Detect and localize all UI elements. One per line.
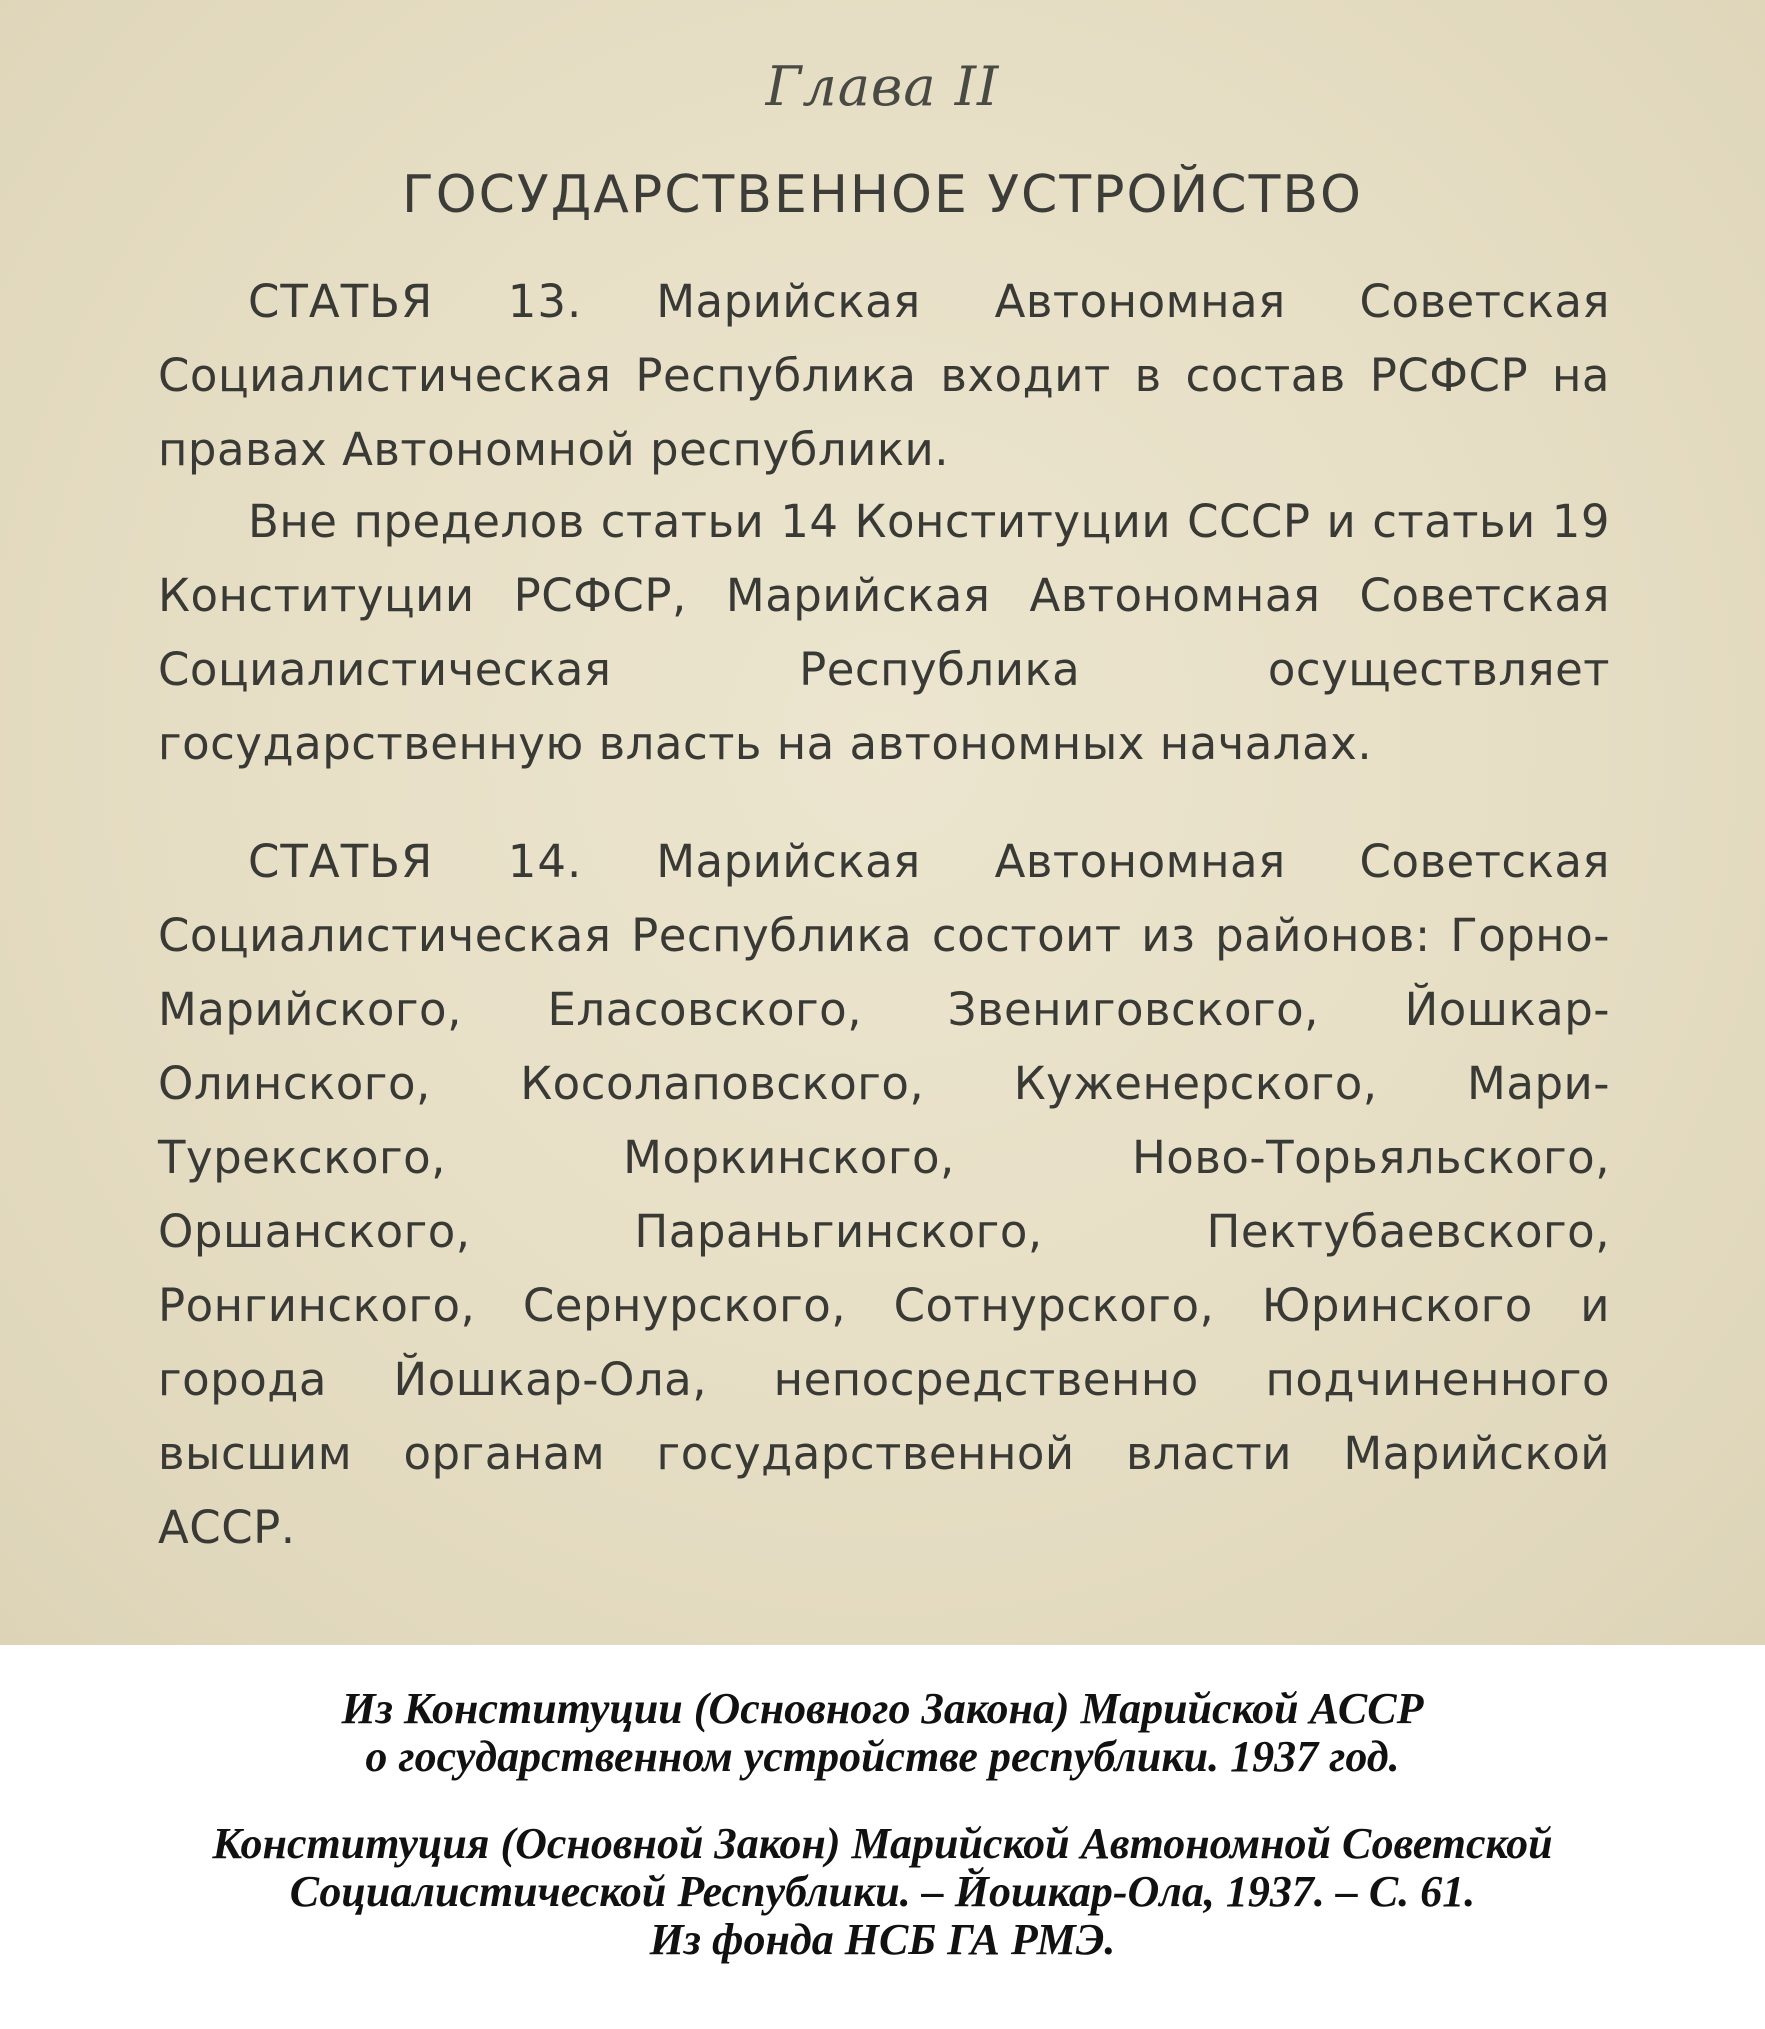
source-line-3: Из фонда НСБ ГА РМЭ. [649,1915,1116,1964]
article-13-paragraph-2: Вне пределов статьи 14 Конституции СССР и статьи 19 Конституции РСФСР, Марийская Автономная Советская Социалистическая Республика осуществляет государственную власть на автономных началах. [158,495,1610,770]
caption-source [0,1820,1765,1964]
section-heading: ГОСУДАРСТВЕННОЕ УСТРОЙСТВО [402,165,1363,225]
caption-title [0,1685,1765,1781]
chapter-title: Глава II [765,55,1000,118]
article-14-text: Марийская Автономная Советская Социалистическая Республика состоит из районов: Горно-Марийского, Еласовского, Звениговского, Йошкар-Олинского, Косолаповского, Куженерского, Мари-Турекского, Моркинского, Ново-Торьяльского, Оршанского, Параньгинского, Пектубаевского, Ронгинского, Сернурского, Сотнурского, Юринского и города Йошкар-Ола, непосредственно подчиненного высшим органам государственной власти Марийской АССР. [158,835,1610,1554]
article-14-label: СТАТЬЯ 14. [248,835,583,888]
article-13-label: СТАТЬЯ 13. [248,275,583,328]
source-line-2: Социалистической Республики. – Йошкар-Ола, 1937. – С. 61. [289,1867,1476,1916]
caption-line-1: Из Конституции (Основного Закона) Марийской АССР [341,1684,1424,1733]
caption-line-2: о государственном устройстве республики. 1937 год. [365,1732,1400,1781]
article-14-paragraph [158,825,1610,1565]
article-13-paragraph [158,265,1610,487]
source-line-1: Конституция (Основной Закон) Марийской Автономной Советской [212,1819,1553,1868]
article-13-text: Марийская Автономная Советская Социалистическая Республика входит в состав РСФСР на правах Автономной республики. [158,275,1610,476]
